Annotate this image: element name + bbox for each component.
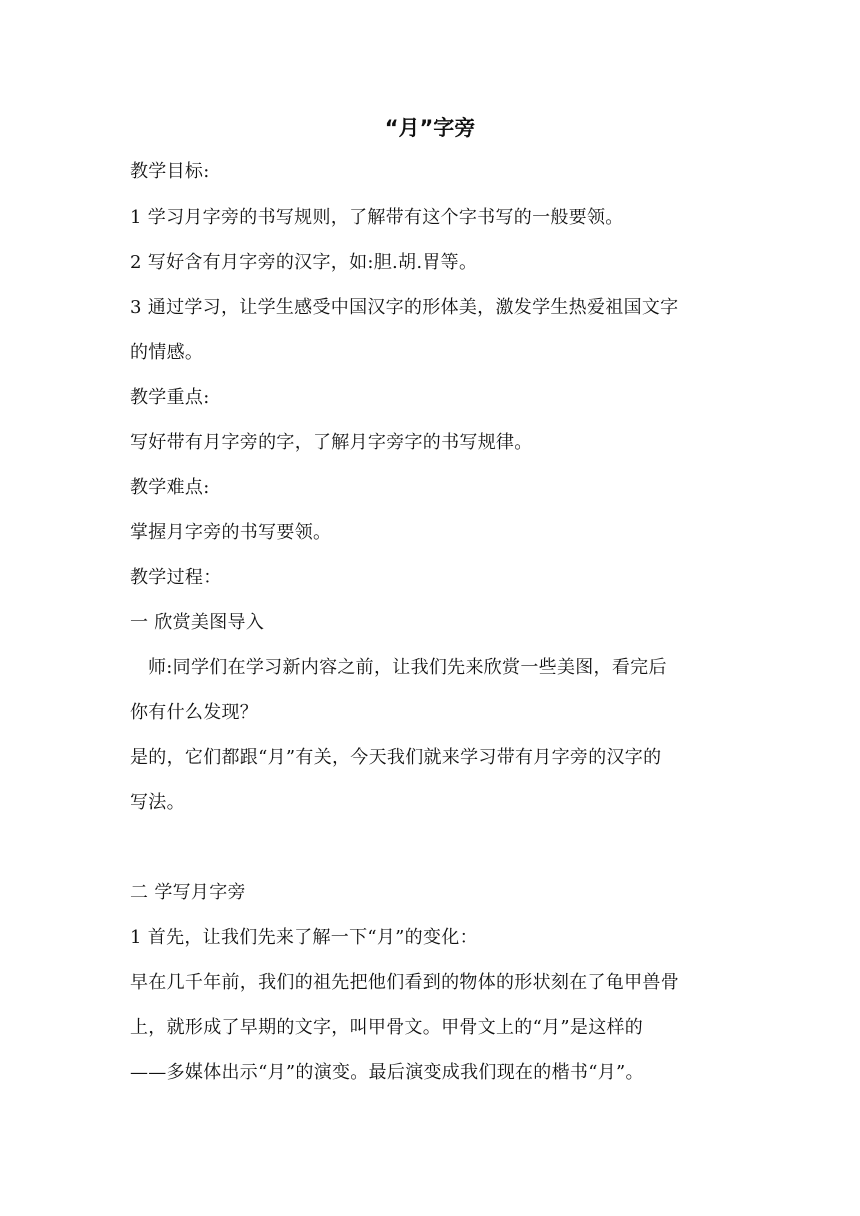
document-title: “月”字旁	[384, 116, 476, 140]
history-paragraph: 早在几千年前，我们的祖先把他们看到的物体的形状刻在了龟甲兽骨	[130, 972, 679, 993]
heading-process: 教学过程：	[130, 567, 222, 588]
answer-paragraph: 是的，它们都跟“月”有关，今天我们就来学习带有月字旁的汉字的	[130, 747, 662, 768]
answer-paragraph-continued: 写法。	[130, 792, 185, 813]
teacher-paragraph: 师:同学们在学习新内容之前，让我们先来欣赏一些美图，看完后	[148, 657, 667, 678]
heading-difficulties: 教学难点:	[130, 477, 210, 498]
history-paragraph-line-2: 上，就形成了早期的文字，叫甲骨文。甲骨文上的“月”是这样的	[130, 1017, 644, 1038]
teacher-paragraph-continued: 你有什么发现？	[130, 702, 259, 723]
goal-item-2: 2 写好含有月字旁的汉字，如:胆.胡.胃等。	[130, 252, 478, 273]
history-paragraph-line-3: ——多媒体出示“月”的演变。最后演变成我们现在的楷书“月”。	[130, 1062, 644, 1083]
difficulties-text: 掌握月字旁的书写要领。	[130, 522, 332, 543]
step-one-text: 1 首先，让我们先来了解一下“月”的变化：	[130, 927, 478, 948]
heading-key-points: 教学重点:	[130, 387, 210, 408]
section-one-heading: 一 欣赏美图导入	[130, 612, 265, 633]
key-points-text: 写好带有月字旁的字，了解月字旁字的书写规律。	[130, 432, 533, 453]
heading-teaching-goals: 教学目标:	[130, 161, 210, 182]
section-two-heading: 二 学写月字旁	[130, 882, 246, 903]
goal-item-1: 1 学习月字旁的书写规则，了解带有这个字书写的一般要领。	[130, 207, 624, 228]
goal-item-3-continued: 的情感。	[130, 342, 204, 363]
goal-item-3: 3 通过学习，让学生感受中国汉字的形体美，激发学生热爱祖国文字	[130, 297, 679, 318]
